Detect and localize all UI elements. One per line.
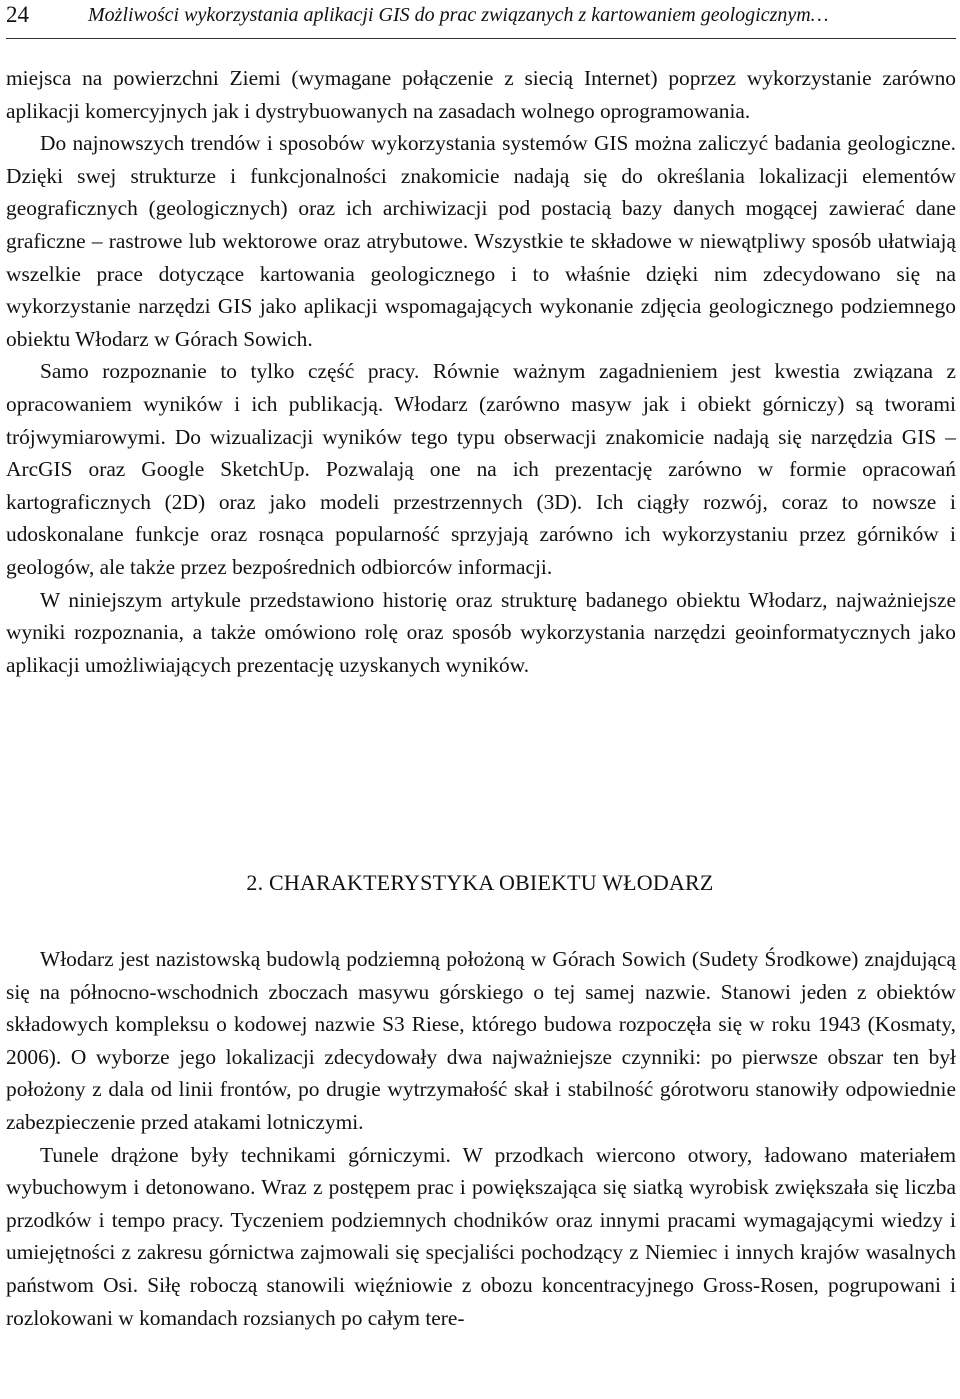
running-title: Możliwości wykorzystania aplikacji GIS do prac związanych z kartowaniem geologicznym… — [88, 4, 829, 26]
paragraph: Włodarz jest nazistowską budowlą podziemną położoną w Górach Sowich (Sudety Środkowe) znajdującą się na północno-wschodnich zboczach masywu górskiego o tej samej nazwie. Stanowi jeden z obiektów składowych kompleksu o kodowej nazwie S3 Riese, którego budowa rozpoczęła się w roku 1943 (Kosmaty, 2006). O wyborze jego lokalizacji zdecydowały dwa najważniejsze czynniki: po pierwsze obszar ten był położony z dala od linii frontów, po drugie wytrzymałość skał i stabilność górotworu stanowiły odpowiednie zabezpieczenie przed atakami lotniczymi. — [6, 947, 956, 1134]
header-rule — [6, 38, 956, 39]
page-header — [6, 0, 956, 32]
intro-text — [6, 62, 956, 681]
page-number: 24 — [6, 2, 29, 27]
section-heading: 2. CHARAKTERYSTYKA OBIEKTU WŁODARZ — [246, 870, 714, 895]
section-text — [6, 943, 956, 1334]
paragraph: Do najnowszych trendów i sposobów wykorzystania systemów GIS można zaliczyć badania geologiczne. Dzięki swej strukturze i funkcjonalności znakomicie nadają się do określania lokalizacji elementów geograficznych (geologicznych) oraz ich archiwizacji pod postacią bazy danych mogącej zawierać dane graficzne – rastrowe lub wektorowe oraz atrybutowe. Wszystkie te składowe w niewątpliwy sposób ułatwiają wszelkie prace dotyczące kartowania geologicznego i to właśnie dzięki nim zdecydowano się na wykorzystanie narzędzi GIS jako aplikacji wspomagających wykonanie zdjęcia geologicznego podziemnego obiektu Włodarz w Górach Sowich. — [6, 131, 956, 351]
paragraph: Samo rozpoznanie to tylko część pracy. Równie ważnym zagadnieniem jest kwestia związana z opracowaniem wyników i ich publikacją. Włodarz (zarówno masyw jak i obiekt górniczy) są tworami trójwymiarowymi. Do wizualizacji wyników tego typu obserwacji znakomicie nadają się narzędzia GIS – ArcGIS oraz Google SketchUp. Pozwalają one na ich prezentację zarówno w formie opracowań kartograficznych (2D) oraz jako modeli przestrzennych (3D). Ich ciągły rozwój, coraz to nowsze i udoskonalane funkcje oraz rosnąca popularność sprzyjają zarówno ich wykorzystaniu przez górników i geologów, ale także przez bezpośrednich odbiorców informacji. — [6, 359, 956, 579]
paragraph: miejsca na powierzchni Ziemi (wymagane połączenie z siecią Internet) poprzez wykorzystanie zarówno aplikacji komercyjnych jak i dystrybuowanych na zasadach wolnego oprogramowania. — [6, 66, 956, 123]
paragraph: Tunele drążone były technikami górniczymi. W przodkach wiercono otwory, ładowano materiałem wybuchowym i detonowano. Wraz z postępem prac i powiększająca się siatką wyrobisk zwiększała się liczba przodków i tempo pracy. Tyczeniem podziemnych chodników oraz innymi pracami wymagającymi wiedzy i umiejętności z zakresu górnictwa zajmowali się specjaliści pochodzący z Niemiec i innych krajów wasalnych państwom Osi. Siłę roboczą stanowili więźniowie z obozu koncentracyjnego Gross-Rosen, pogrupowani i rozlokowani w komandach rozsianych po całym tere- — [6, 1142, 956, 1330]
paragraph: W niniejszym artykule przedstawiono historię oraz strukturę badanego obiektu Włodarz, najważniejsze wyniki rozpoznania, a także omówiono rolę oraz sposób wykorzystania narzędzi geoinformatycznych jako aplikacji umożliwiających prezentację uzyskanych wyników. — [6, 587, 956, 677]
